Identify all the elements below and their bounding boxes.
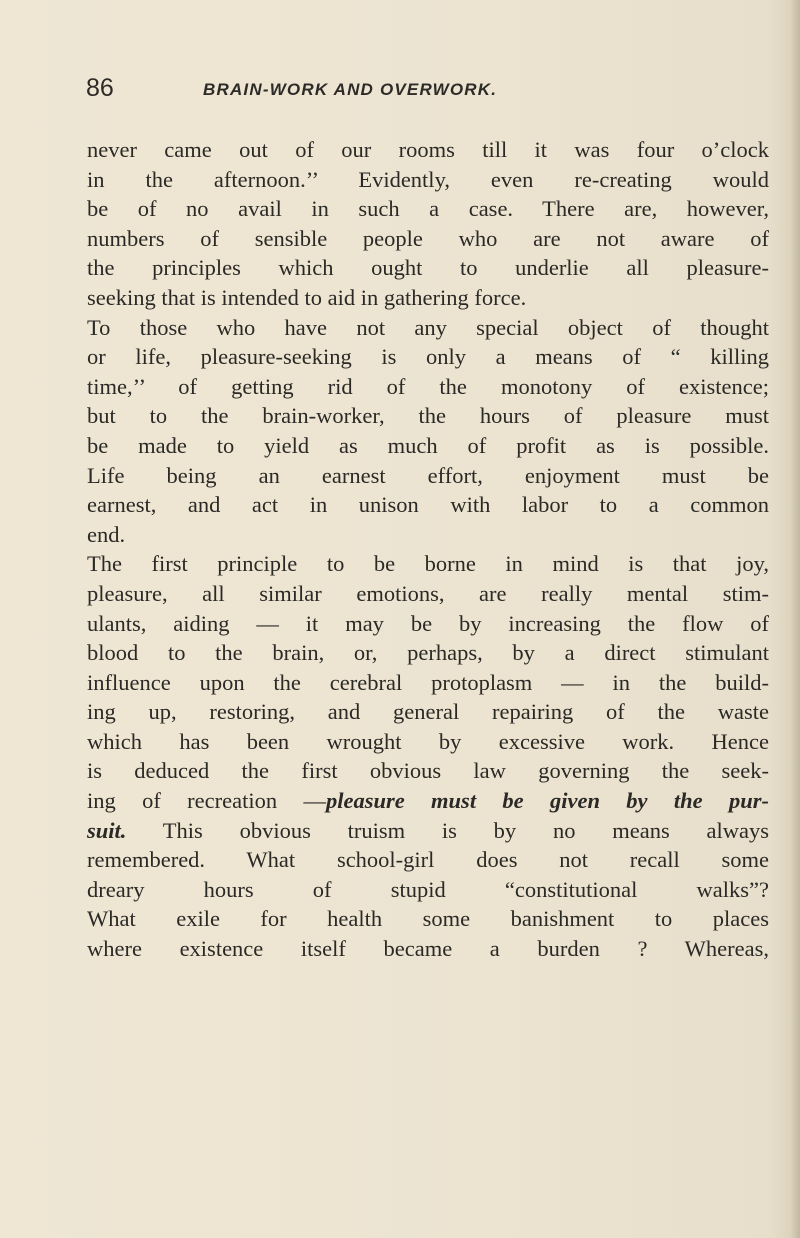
text-line: pleasure, all similar emotions, are really mental stim- [87,580,769,606]
body-text [87,135,769,964]
text-line: where existence itself became a burden ? Whereas, [87,936,769,962]
text-line: dreary hours of stupid “constitutional walks”? [87,876,769,902]
text-line: numbers of sensible people who are not aware of [87,225,769,251]
text-line: time,’’ of getting rid of the monotony of existence; [87,373,769,399]
text-line: the principles which ought to underlie all pleasure- [87,255,769,281]
text-line: The first principle to be borne in mind is that joy, [87,551,769,577]
text-segment: ing of recreation — [87,788,326,814]
text-line: Life being an earnest effort, enjoyment must be [87,462,769,488]
text-line: blood to the brain, or, perhaps, by a direct stimulant [87,640,769,666]
emphasized-text: suit. [87,817,127,843]
text-line [87,786,769,816]
text-line: To those who have not any special object of thought [87,314,769,340]
text-line: influence upon the cerebral protoplasm — in the build- [87,669,769,695]
page-header [86,74,706,104]
text-line: be made to yield as much of profit as is possible. [87,432,769,458]
page-edge-shadow [790,0,800,1238]
text-line: ing up, restoring, and general repairing of the waste [87,699,769,725]
emphasized-text: pleasure must be given by the pur- [325,788,769,814]
text-line: never came out of our rooms till it was four o’clock [87,137,769,162]
text-line: earnest, and act in unison with labor to a common [87,492,769,518]
text-line: or life, pleasure-seeking is only a means of “ killing [87,344,769,370]
text-line: remembered. What school-girl does not recall some [87,847,769,873]
text-line: but to the brain-worker, the hours of pleasure must [87,403,769,429]
page-number: 86 [86,74,114,102]
text-line: ulants, aiding — it may be by increasing the flow of [87,610,769,636]
text-line: in the afternoon.’’ Evidently, even re-creating would [87,166,769,192]
text-line: seeking that is intended to aid in gathering force. [87,284,527,310]
text-line: end. [87,521,126,547]
text-line: be of no avail in such a case. There are, however, [87,196,769,222]
text-line: is deduced the first obvious law governing the seek- [87,758,769,784]
text-line: What exile for health some banishment to places [87,906,769,932]
text-line: which has been wrought by excessive work. Hence [87,728,769,754]
text-segment: This obvious truism is by no means always [126,817,769,843]
running-head: BRAIN-WORK AND OVERWORK. [203,80,498,99]
text-line [87,816,769,846]
